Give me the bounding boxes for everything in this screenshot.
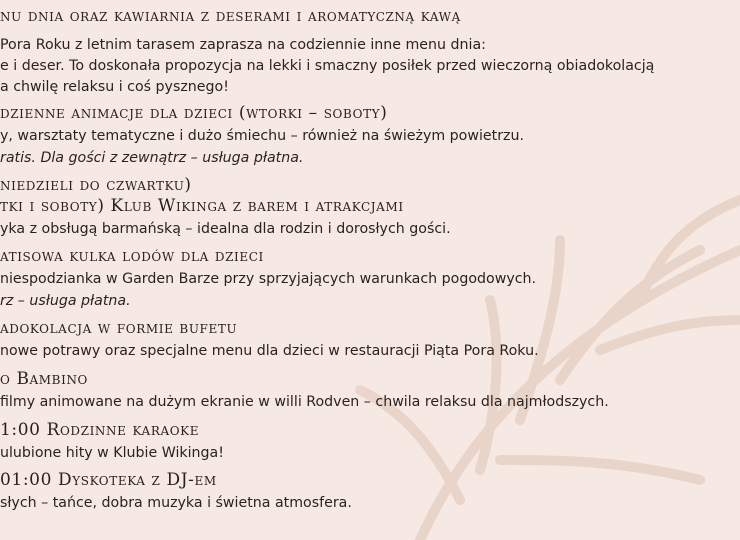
section-heading-disco: 01:00 Dyskoteka z DJ-em [0,470,217,490]
section-heading-menu: nu dnia oraz kawiarnia z deserami i aromatyczną kawą [0,6,461,26]
text-line: Pora Roku z letnim tarasem zaprasza na codziennie inne menu dnia: [0,37,486,53]
section-heading-dinner: adokolacja w formie bufetu [0,318,238,338]
section-heading-karaoke: 1:00 Rodzinne karaoke [0,420,200,440]
section-heading-days: niedzieli do czwartku) [0,175,192,195]
note-line: ratis. Dla gości z zewnątrz – usługa płatna. [0,150,304,166]
note-line: rz – usługa płatna. [0,293,131,309]
section-heading-animations: dzienne animacje dla dzieci (wtorki – soboty) [0,103,388,123]
text-line: e i deser. To doskonała propozycja na lekki i smaczny posiłek przed wieczorną obiadokolacją [0,58,655,74]
text-line: yka z obsługą barmańską – idealna dla rodzin i dorosłych gości. [0,221,451,237]
text-line: słych – tańce, dobra muzyka i świetna atmosfera. [0,495,352,511]
section-heading-viking-club: tki i soboty) Klub Wikinga z barem i atrakcjami [0,196,404,216]
text-line: filmy animowane na dużym ekranie w willi Rodven – chwila relaksu dla najmłodszych. [0,394,609,410]
text-line: nowe potrawy oraz specjalne menu dla dzieci w restauracji Piąta Pora Roku. [0,343,539,359]
text-line: niespodzianka w Garden Barze przy sprzyjających warunkach pogodowych. [0,271,537,287]
section-heading-ice-cream: atisowa kulka lodów dla dzieci [0,246,264,266]
text-line: a chwilę relaksu i coś pysznego! [0,79,229,95]
section-heading-bambino: o Bambino [0,369,88,389]
text-line: y, warsztaty tematyczne i dużo śmiechu – również na świeżym powietrzu. [0,128,524,144]
text-line: ulubione hity w Klubie Wikinga! [0,445,224,461]
